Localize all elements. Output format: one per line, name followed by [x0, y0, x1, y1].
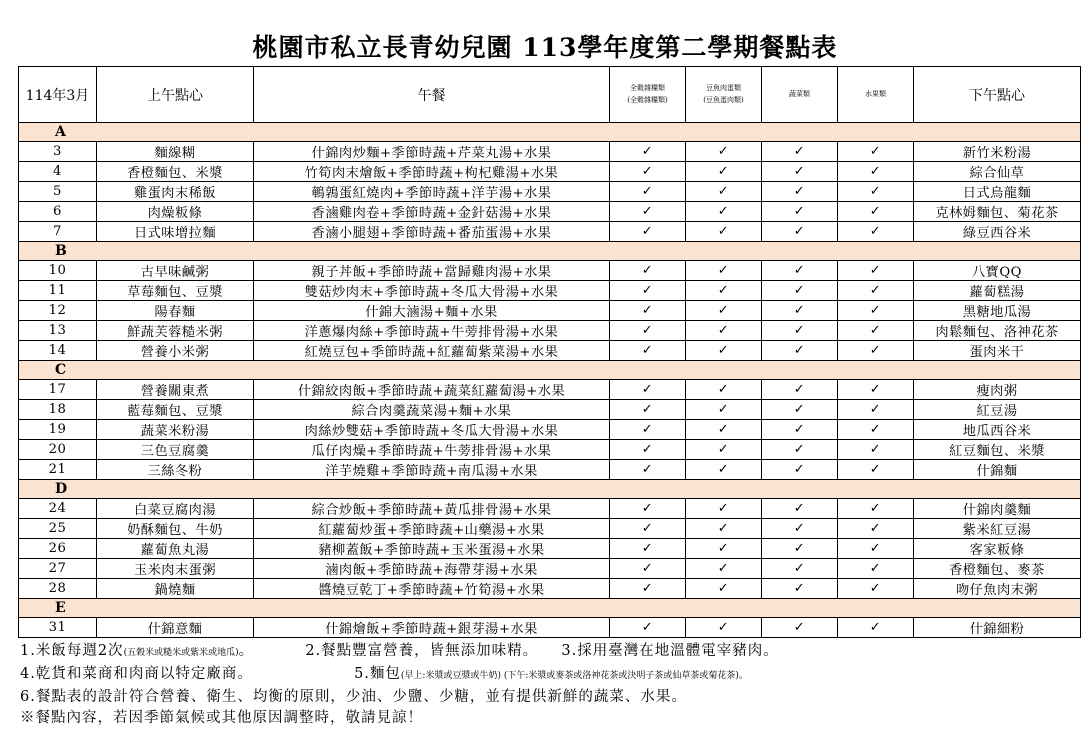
table-row	[19, 321, 1081, 341]
table-row	[19, 440, 1081, 460]
afternoon-snack-cell: 香橙麵包、麥茶	[914, 559, 1081, 579]
afternoon-snack-cell: 蛋肉米干	[914, 341, 1081, 361]
protein-check-cell: ✓	[686, 380, 762, 400]
date-cell: 17	[19, 380, 97, 400]
lunch-cell: 洋蔥爆肉絲+季節時蔬+牛蒡排骨湯+水果	[254, 321, 610, 341]
lunch-cell: 香滷小腿翅+季節時蔬+番茄蛋湯+水果	[254, 222, 610, 242]
table-row	[19, 162, 1081, 182]
fruit-check-cell: ✓	[838, 440, 914, 460]
morning-snack-cell: 肉燥粄條	[97, 202, 254, 222]
lunch-cell: 什錦大滷湯+麵+水果	[254, 301, 610, 321]
header-fruit: 水果類	[838, 67, 914, 123]
morning-snack-cell: 三色豆腐羹	[97, 440, 254, 460]
lunch-cell: 什錦絞肉飯+季節時蔬+蔬菜紅蘿蔔湯+水果	[254, 380, 610, 400]
notes-line-3: 6.餐點表的設計符合營養、衛生、均衡的原則，少油、少鹽、少糖，並有提供新鮮的蔬菜、水果。	[20, 689, 687, 705]
protein-check-cell: ✓	[686, 559, 762, 579]
header-grain-line2: (全穀雜糧類)	[627, 95, 668, 104]
header-grain	[610, 67, 686, 123]
vegetable-check-cell: ✓	[762, 261, 838, 281]
date-cell: 31	[19, 618, 97, 638]
week-label: B	[19, 242, 1081, 261]
grain-check-cell: ✓	[610, 499, 686, 519]
grain-check-cell: ✓	[610, 460, 686, 480]
fruit-check-cell: ✓	[838, 519, 914, 539]
lunch-cell: 綜合炒飯+季節時蔬+黃瓜排骨湯+水果	[254, 499, 610, 519]
vegetable-check-cell: ✓	[762, 618, 838, 638]
afternoon-snack-cell: 紫米紅豆湯	[914, 519, 1081, 539]
fruit-check-cell: ✓	[838, 341, 914, 361]
table-row	[19, 519, 1081, 539]
lunch-cell: 綜合肉羹蔬菜湯+麵+水果	[254, 400, 610, 420]
lunch-cell: 瓜仔肉燥+季節時蔬+牛蒡排骨湯+水果	[254, 440, 610, 460]
morning-snack-cell: 鮮蔬芙蓉糙米粥	[97, 321, 254, 341]
vegetable-check-cell: ✓	[762, 420, 838, 440]
grain-check-cell: ✓	[610, 261, 686, 281]
protein-check-cell: ✓	[686, 420, 762, 440]
lunch-cell: 什錦燴飯+季節時蔬+銀芽湯+水果	[254, 618, 610, 638]
header-protein-line2: (豆魚蛋肉類)	[703, 95, 744, 104]
morning-snack-cell: 玉米肉末蛋粥	[97, 559, 254, 579]
note-no-msg: 2.餐點豐富營養，皆無添加味精。	[305, 643, 539, 659]
vegetable-check-cell: ✓	[762, 321, 838, 341]
vegetable-check-cell: ✓	[762, 460, 838, 480]
fruit-check-cell: ✓	[838, 162, 914, 182]
grain-check-cell: ✓	[610, 301, 686, 321]
afternoon-snack-cell: 瘦肉粥	[914, 380, 1081, 400]
protein-check-cell: ✓	[686, 281, 762, 301]
protein-check-cell: ✓	[686, 539, 762, 559]
table-row	[19, 460, 1081, 480]
grain-check-cell: ✓	[610, 380, 686, 400]
note-rice-end: 。	[238, 643, 255, 659]
morning-snack-cell: 什錦意麵	[97, 618, 254, 638]
header-afternoon-snack: 下午點心	[914, 67, 1081, 123]
lunch-cell: 肉絲炒雙菇+季節時蔬+冬瓜大骨湯+水果	[254, 420, 610, 440]
page-title: 桃園市私立長青幼兒園 113學年度第二學期餐點表	[252, 33, 838, 62]
protein-check-cell: ✓	[686, 321, 762, 341]
protein-check-cell: ✓	[686, 519, 762, 539]
fruit-check-cell: ✓	[838, 400, 914, 420]
afternoon-snack-cell: 蘿蔔糕湯	[914, 281, 1081, 301]
fruit-check-cell: ✓	[838, 261, 914, 281]
table-row	[19, 380, 1081, 400]
fruit-check-cell: ✓	[838, 281, 914, 301]
table-row	[19, 579, 1081, 599]
grain-check-cell: ✓	[610, 341, 686, 361]
protein-check-cell: ✓	[686, 301, 762, 321]
fruit-check-cell: ✓	[838, 142, 914, 162]
morning-snack-cell: 古早味鹹粥	[97, 261, 254, 281]
afternoon-snack-cell: 新竹米粉湯	[914, 142, 1081, 162]
protein-check-cell: ✓	[686, 162, 762, 182]
morning-snack-cell: 蔬菜米粉湯	[97, 420, 254, 440]
vegetable-check-cell: ✓	[762, 539, 838, 559]
grain-check-cell: ✓	[610, 162, 686, 182]
meal-table	[18, 66, 1081, 638]
grain-check-cell: ✓	[610, 281, 686, 301]
note-rice: 1.米飯每週2次	[20, 643, 124, 659]
lunch-cell: 鵪鶉蛋紅燒肉+季節時蔬+洋芋湯+水果	[254, 182, 610, 202]
afternoon-snack-cell: 什錦麵	[914, 460, 1081, 480]
afternoon-snack-cell: 黑糖地瓜湯	[914, 301, 1081, 321]
vegetable-check-cell: ✓	[762, 162, 838, 182]
lunch-cell: 親子丼飯+季節時蔬+當歸雞肉湯+水果	[254, 261, 610, 281]
week-label: C	[19, 361, 1081, 380]
date-cell: 25	[19, 519, 97, 539]
date-cell: 11	[19, 281, 97, 301]
grain-check-cell: ✓	[610, 202, 686, 222]
lunch-cell: 紅燒豆包+季節時蔬+紅蘿蔔紫菜湯+水果	[254, 341, 610, 361]
morning-snack-cell: 陽春麵	[97, 301, 254, 321]
table-row	[19, 202, 1081, 222]
protein-check-cell: ✓	[686, 499, 762, 519]
afternoon-snack-cell: 綜合仙草	[914, 162, 1081, 182]
vegetable-check-cell: ✓	[762, 301, 838, 321]
afternoon-snack-cell: 什錦細粉	[914, 618, 1081, 638]
fruit-check-cell: ✓	[838, 499, 914, 519]
date-cell: 24	[19, 499, 97, 519]
header-vegetable: 蔬菜類	[762, 67, 838, 123]
fruit-check-cell: ✓	[838, 579, 914, 599]
week-section-row	[19, 242, 1081, 261]
grain-check-cell: ✓	[610, 539, 686, 559]
week-label: D	[19, 480, 1081, 499]
protein-check-cell: ✓	[686, 460, 762, 480]
grain-check-cell: ✓	[610, 420, 686, 440]
fruit-check-cell: ✓	[838, 321, 914, 341]
protein-check-cell: ✓	[686, 579, 762, 599]
vegetable-check-cell: ✓	[762, 222, 838, 242]
afternoon-snack-cell: 肉鬆麵包、洛神花茶	[914, 321, 1081, 341]
protein-check-cell: ✓	[686, 222, 762, 242]
lunch-cell: 香滷雞肉卷+季節時蔬+金針菇湯+水果	[254, 202, 610, 222]
afternoon-snack-cell: 紅豆麵包、米漿	[914, 440, 1081, 460]
week-section-row	[19, 123, 1081, 142]
notes	[20, 641, 1080, 729]
note-suppliers: 4.乾貨和菜商和肉商以特定廠商。	[20, 666, 253, 682]
protein-check-cell: ✓	[686, 440, 762, 460]
date-cell: 5	[19, 182, 97, 202]
protein-check-cell: ✓	[686, 202, 762, 222]
grain-check-cell: ✓	[610, 142, 686, 162]
table-row	[19, 261, 1081, 281]
lunch-cell: 豬柳蓋飯+季節時蔬+玉米蛋湯+水果	[254, 539, 610, 559]
fruit-check-cell: ✓	[838, 202, 914, 222]
week-label: A	[19, 123, 1081, 142]
morning-snack-cell: 奶酥麵包、牛奶	[97, 519, 254, 539]
date-cell: 27	[19, 559, 97, 579]
date-cell: 26	[19, 539, 97, 559]
lunch-cell: 紅蘿蔔炒蛋+季節時蔬+山藥湯+水果	[254, 519, 610, 539]
date-cell: 18	[19, 400, 97, 420]
table-row	[19, 222, 1081, 242]
afternoon-snack-cell: 綠豆西谷米	[914, 222, 1081, 242]
table-row	[19, 618, 1081, 638]
grain-check-cell: ✓	[610, 321, 686, 341]
week-label: E	[19, 599, 1081, 618]
date-cell: 6	[19, 202, 97, 222]
afternoon-snack-cell: 地瓜西谷米	[914, 420, 1081, 440]
table-row	[19, 281, 1081, 301]
header-month: 114年3月	[19, 67, 97, 123]
protein-check-cell: ✓	[686, 261, 762, 281]
grain-check-cell: ✓	[610, 559, 686, 579]
header-protein-line1: 豆魚肉蛋類	[706, 84, 741, 93]
fruit-check-cell: ✓	[838, 222, 914, 242]
fruit-check-cell: ✓	[838, 559, 914, 579]
grain-check-cell: ✓	[610, 222, 686, 242]
protein-check-cell: ✓	[686, 618, 762, 638]
afternoon-snack-cell: 克林姆麵包、菊花茶	[914, 202, 1081, 222]
morning-snack-cell: 雞蛋肉末稀飯	[97, 182, 254, 202]
notes-line-2	[20, 664, 1080, 687]
protein-check-cell: ✓	[686, 142, 762, 162]
morning-snack-cell: 白菜豆腐肉湯	[97, 499, 254, 519]
header-row	[19, 67, 1081, 123]
vegetable-check-cell: ✓	[762, 142, 838, 162]
week-section-row	[19, 361, 1081, 380]
date-cell: 28	[19, 579, 97, 599]
protein-check-cell: ✓	[686, 400, 762, 420]
fruit-check-cell: ✓	[838, 618, 914, 638]
header-morning-snack: 上午點心	[97, 67, 254, 123]
date-cell: 14	[19, 341, 97, 361]
morning-snack-cell: 蘿蔔魚丸湯	[97, 539, 254, 559]
notes-line-4: ※餐點內容，若因季節氣候或其他原因調整時，敬請見諒！	[20, 710, 423, 726]
vegetable-check-cell: ✓	[762, 341, 838, 361]
fruit-check-cell: ✓	[838, 301, 914, 321]
morning-snack-cell: 麵線糊	[97, 142, 254, 162]
table-row	[19, 341, 1081, 361]
morning-snack-cell: 營養小米粥	[97, 341, 254, 361]
vegetable-check-cell: ✓	[762, 559, 838, 579]
morning-snack-cell: 藍莓麵包、豆漿	[97, 400, 254, 420]
table-row	[19, 182, 1081, 202]
afternoon-snack-cell: 什錦肉羹麵	[914, 499, 1081, 519]
note-pork: 3.採用臺灣在地溫體電宰豬肉。	[561, 643, 779, 659]
date-cell: 12	[19, 301, 97, 321]
table-row	[19, 539, 1081, 559]
vegetable-check-cell: ✓	[762, 499, 838, 519]
morning-snack-cell: 營養關東煮	[97, 380, 254, 400]
date-cell: 7	[19, 222, 97, 242]
afternoon-snack-cell: 客家粄條	[914, 539, 1081, 559]
grain-check-cell: ✓	[610, 440, 686, 460]
date-cell: 21	[19, 460, 97, 480]
protein-check-cell: ✓	[686, 341, 762, 361]
table-row	[19, 420, 1081, 440]
header-protein	[686, 67, 762, 123]
lunch-cell: 洋芋燒雞+季節時蔬+南瓜湯+水果	[254, 460, 610, 480]
vegetable-check-cell: ✓	[762, 281, 838, 301]
week-section-row	[19, 599, 1081, 618]
grain-check-cell: ✓	[610, 400, 686, 420]
table-row	[19, 400, 1081, 420]
week-section-row	[19, 480, 1081, 499]
header-grain-line1: 全穀雜糧類	[630, 84, 665, 93]
vegetable-check-cell: ✓	[762, 440, 838, 460]
date-cell: 3	[19, 142, 97, 162]
lunch-cell: 醬燒豆乾丁+季節時蔬+竹筍湯+水果	[254, 579, 610, 599]
header-lunch: 午餐	[254, 67, 610, 123]
afternoon-snack-cell: 八寶QQ	[914, 261, 1081, 281]
table-row	[19, 142, 1081, 162]
protein-check-cell: ✓	[686, 182, 762, 202]
grain-check-cell: ✓	[610, 579, 686, 599]
morning-snack-cell: 三絲冬粉	[97, 460, 254, 480]
table-row	[19, 301, 1081, 321]
lunch-cell: 雙菇炒肉末+季節時蔬+冬瓜大骨湯+水果	[254, 281, 610, 301]
date-cell: 20	[19, 440, 97, 460]
vegetable-check-cell: ✓	[762, 519, 838, 539]
fruit-check-cell: ✓	[838, 380, 914, 400]
lunch-cell: 什錦肉炒麵+季節時蔬+芹菜丸湯+水果	[254, 142, 610, 162]
lunch-cell: 竹筍肉末燴飯+季節時蔬+枸杞雞湯+水果	[254, 162, 610, 182]
morning-snack-cell: 香橙麵包、米漿	[97, 162, 254, 182]
fruit-check-cell: ✓	[838, 182, 914, 202]
note-bread-detail: (早上:米漿或豆漿或牛奶) (下午:米漿或麥茶或洛神花茶或決明子茶或仙草茶或菊花茶)。	[400, 671, 748, 681]
date-cell: 13	[19, 321, 97, 341]
afternoon-snack-cell: 日式烏龍麵	[914, 182, 1081, 202]
grain-check-cell: ✓	[610, 182, 686, 202]
vegetable-check-cell: ✓	[762, 380, 838, 400]
note-bread: 5.麵包	[354, 666, 401, 682]
morning-snack-cell: 草莓麵包、豆漿	[97, 281, 254, 301]
notes-line-1	[20, 641, 1080, 664]
vegetable-check-cell: ✓	[762, 579, 838, 599]
note-rice-detail: (五穀米或糙米或紫米或地瓜)	[123, 648, 239, 658]
morning-snack-cell: 日式味增拉麵	[97, 222, 254, 242]
date-cell: 10	[19, 261, 97, 281]
fruit-check-cell: ✓	[838, 420, 914, 440]
table-row	[19, 559, 1081, 579]
vegetable-check-cell: ✓	[762, 202, 838, 222]
lunch-cell: 滷肉飯+季節時蔬+海帶芽湯+水果	[254, 559, 610, 579]
fruit-check-cell: ✓	[838, 539, 914, 559]
vegetable-check-cell: ✓	[762, 182, 838, 202]
table-row	[19, 499, 1081, 519]
vegetable-check-cell: ✓	[762, 400, 838, 420]
afternoon-snack-cell: 吻仔魚肉末粥	[914, 579, 1081, 599]
fruit-check-cell: ✓	[838, 460, 914, 480]
morning-snack-cell: 鍋燒麵	[97, 579, 254, 599]
grain-check-cell: ✓	[610, 519, 686, 539]
grain-check-cell: ✓	[610, 618, 686, 638]
date-cell: 19	[19, 420, 97, 440]
date-cell: 4	[19, 162, 97, 182]
meal-table-body	[19, 123, 1081, 638]
afternoon-snack-cell: 紅豆湯	[914, 400, 1081, 420]
